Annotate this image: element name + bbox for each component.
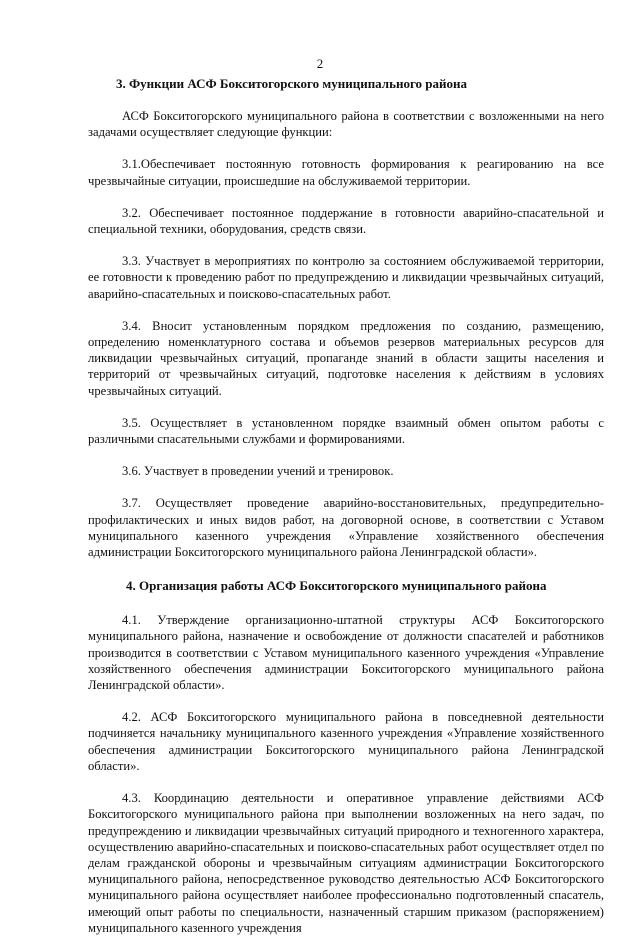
paragraph-3-1: 3.1.Обеспечивает постоянную готовность формирования к реагированию на все чрезвычайные ситуации, происшедшие на обслуживаемой территории. [88,157,604,188]
paragraph-3-2: 3.2. Обеспечивает постоянное поддержание в готовности аварийно-спасательной и специальной техники, оборудования, средств связи. [88,205,604,237]
paragraph-3-5: 3.5. Осуществляет в установленном порядке взаимный обмен опытом работы с различными спасательными службами и формированиями. [88,415,604,447]
paragraph-3-7: 3.7. Осуществляет проведение аварийно-восстановительных, предупредительно-профилактических и иных видов работ, на договорной основе, в соответствии с Уставом муниципального казенного учреждения «Управление хозяйственного обеспечения администрации Бокситогорского муниципального района Ленинградской области». [88,496,604,560]
paragraph-4-1: 4.1. Утверждение организационно-штатной структуры АСФ Бокситогорского муниципального района, назначение и освобождение от должности спасателей и работников производится в соответствии с Уставом муниципального казенного учреждения «Управление хозяйственного обеспечения администрации Бокситогорского муниципального района Ленинградской области». [88,613,604,693]
section-3-heading: 3. Функции АСФ Бокситогорского муниципального района [116,76,467,91]
paragraph-3-6: 3.6. Участвует в проведении учений и тренировок. [122,464,394,479]
paragraph-4-3: 4.3. Координацию деятельности и оперативное управление действиями АСФ Бокситогорского муниципального района при выполнении возложенных на него задач, по предупреждению и ликвидации чрезвычайных ситуаций природного и техногенного характера, осуществлению аварийно-спасательных и поисково-спасательных работ осуществляет отдел по делам гражданской обороны и чрезвычайным ситуациям администрации Бокситогорского муниципального района, непосредственное руководство деятельностью АСФ Бокситогорского муниципального района осуществляет наиболее профессионально подготовленный спасатель, имеющий опыт работы по специальности, назначенный старшим приказом (распоряжением) муниципального казенного учреждения [88,791,604,935]
paragraph-3-3: 3.3. Участвует в мероприятиях по контролю за состоянием обслуживаемой территории, ее готовности к проведению работ по предупреждению и ликвидации чрезвычайных ситуаций, аварийно-спасательных и поисково-спасательных работ. [88,254,604,301]
section-4-heading: 4. Организация работы АСФ Бокситогорского муниципального района [126,578,547,594]
page-number: 2 [316,56,324,71]
paragraph-4-2: 4.2. АСФ Бокситогорского муниципального района в повседневной деятельности подчиняется начальнику муниципального казенного учреждения «Управление хозяйственного обеспечения администрации Бокситогорского муниципального района Ленинградской области». [88,710,604,773]
paragraph-3-4: 3.4. Вносит установленным порядком предложения по созданию, размещению, определению номенклатурного состава и объемов резервов материальных ресурсов для ликвидации чрезвычайных ситуаций, пропаганде знаний в области защиты населения и территорий от чрезвычайных ситуаций, подготовке населения к действиям в условиях чрезвычайных ситуаций. [88,318,604,398]
section-3-intro: АСФ Бокситогорского муниципального района в соответствии с возложенными на него задачами осуществляет следующие функции: [88,109,604,140]
